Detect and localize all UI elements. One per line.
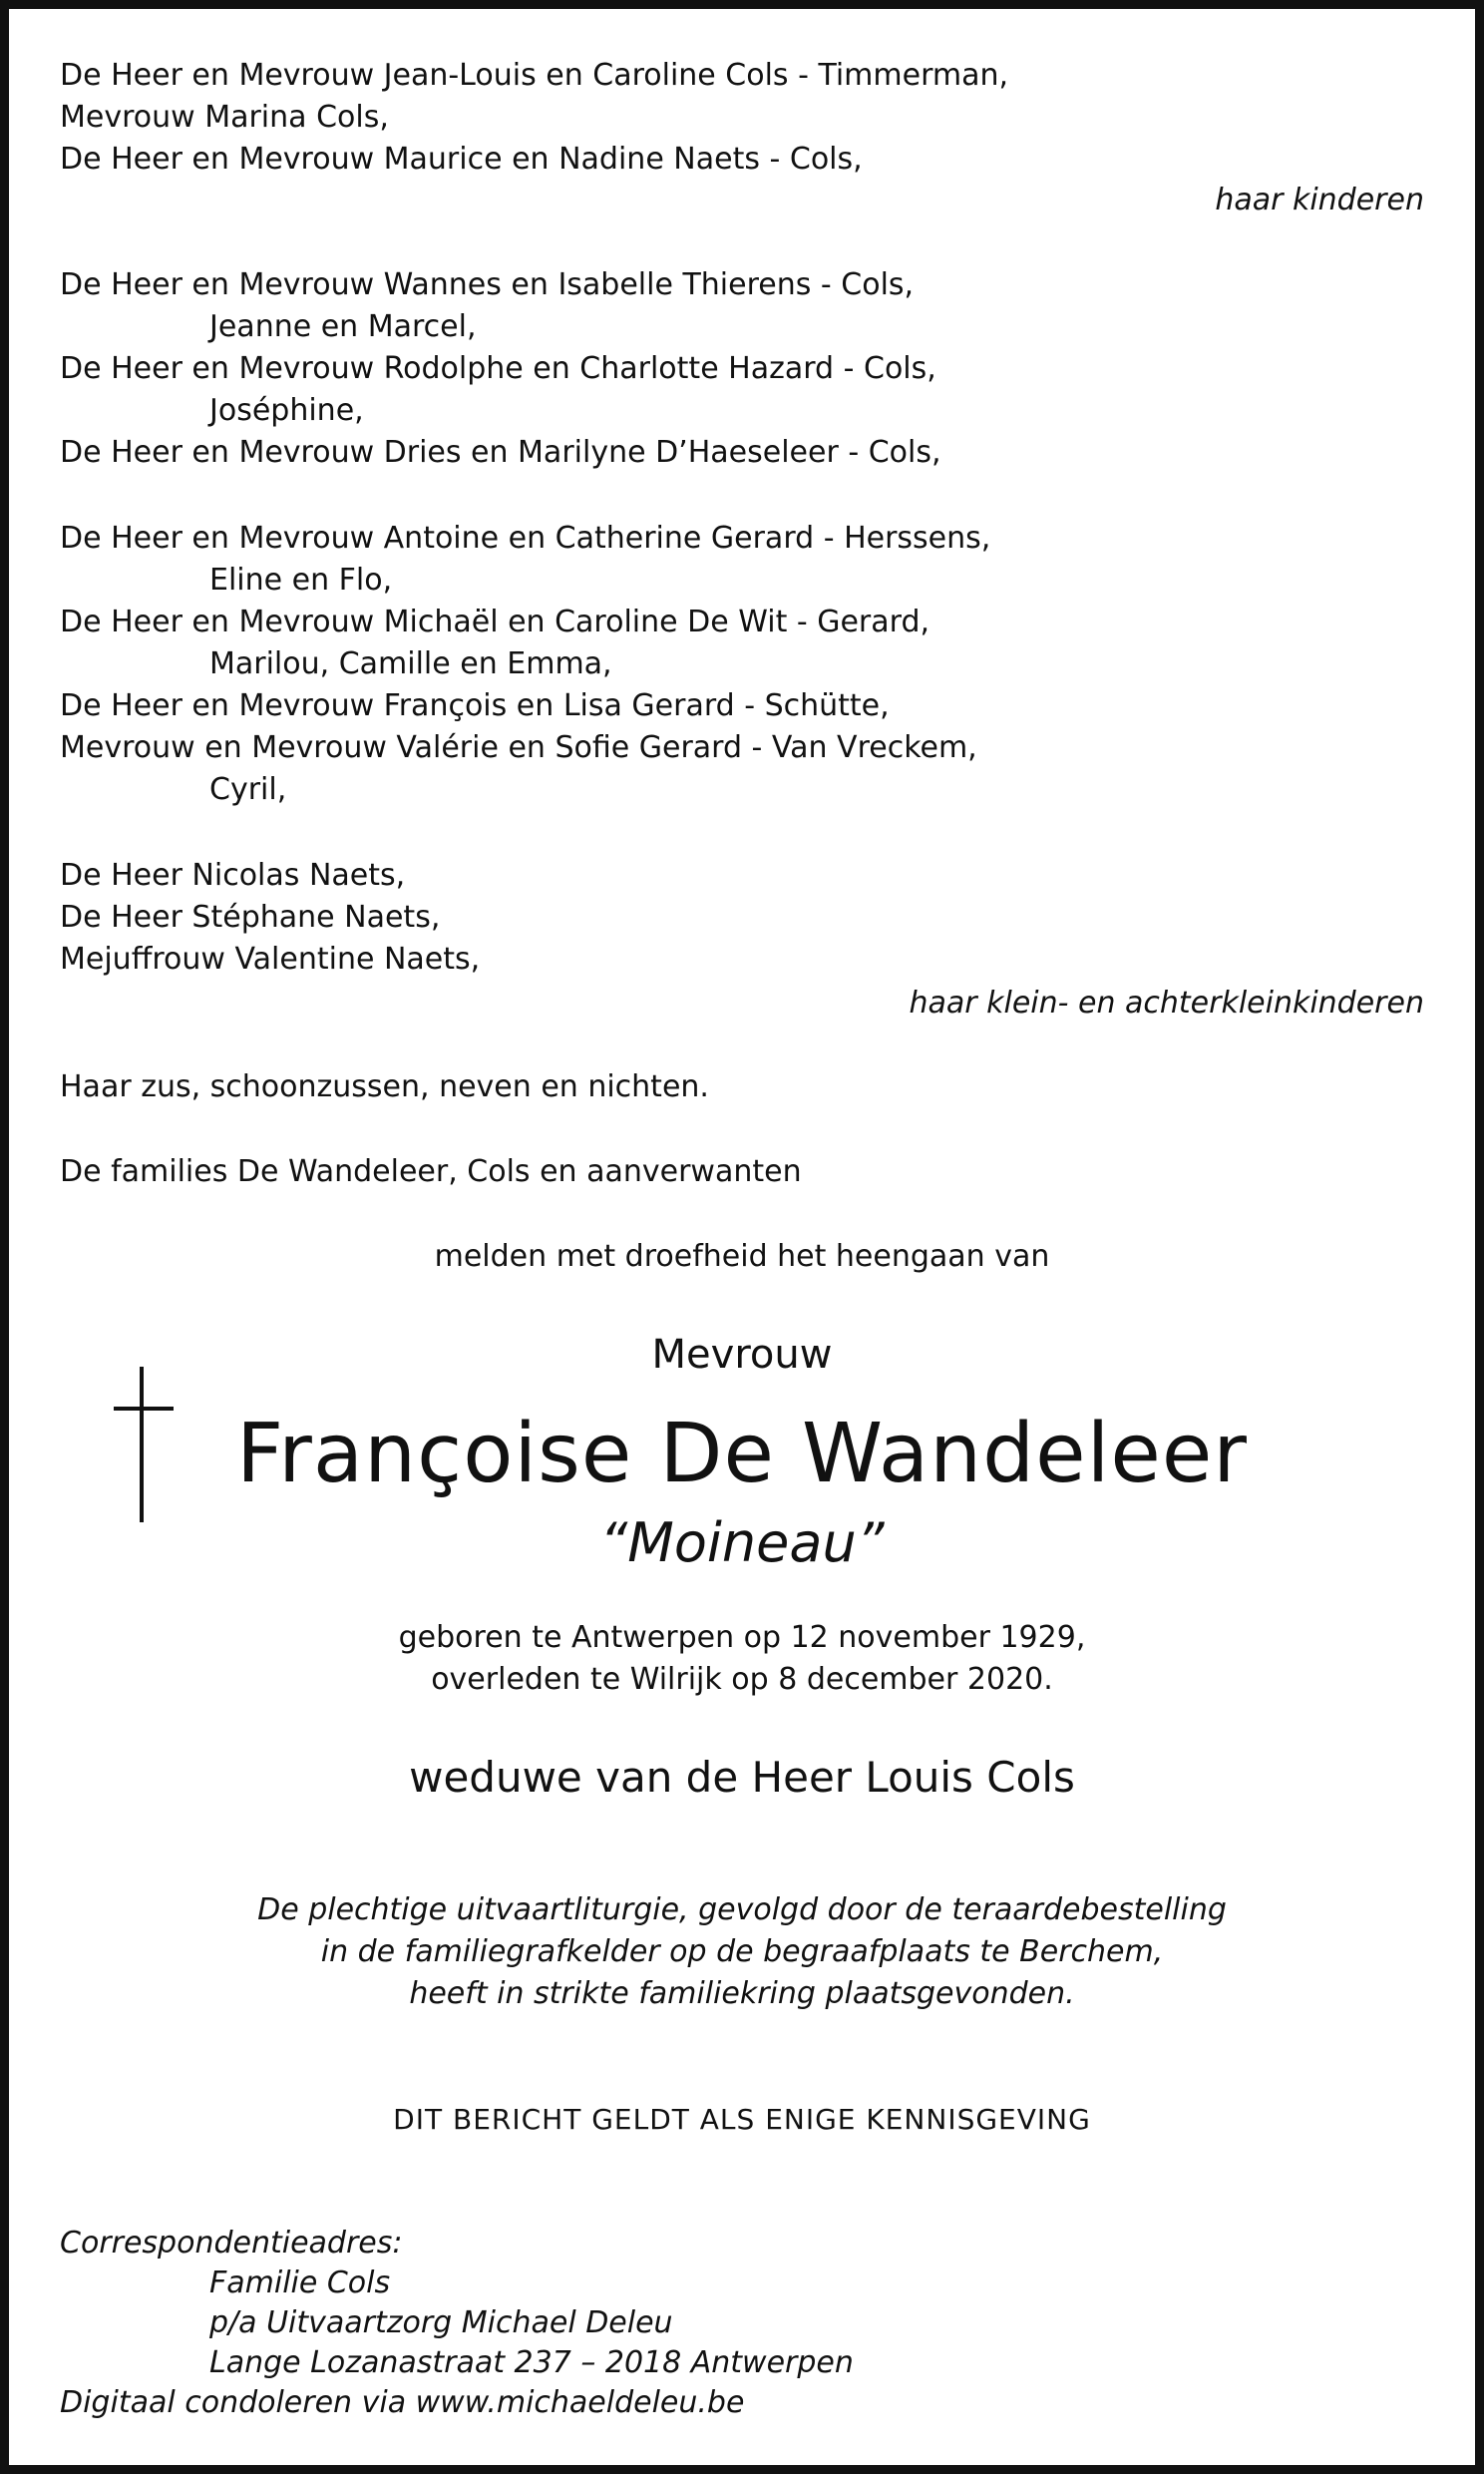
family-line: De Heer en Mevrouw Maurice en Nadine Naets - Cols, — [60, 142, 863, 177]
family-line: De Heer en Mevrouw François en Lisa Gerard - Schütte, — [60, 688, 890, 723]
funeral-line: De plechtige uitvaartliturgie, gevolgd door de teraardebestelling — [257, 1892, 1227, 1927]
family-line: Mevrouw en Mevrouw Valérie en Sofie Gerard - Van Vreckem, — [60, 730, 977, 765]
notice-line: DIT BERICHT GELDT ALS ENIGE KENNISGEVING — [393, 2103, 1091, 2136]
children-caption: haar kinderen — [1215, 183, 1424, 217]
family-line: De Heer en Mevrouw Wannes en Isabelle Thierens - Cols, — [60, 267, 915, 302]
funeral-line: heeft in strikte familiekring plaatsgevonden. — [409, 1976, 1075, 2011]
family-line: De Heer en Mevrouw Dries en Marilyne D’Haeseleer - Cols, — [60, 435, 941, 470]
family-line-indented: Cyril, — [209, 772, 287, 807]
family-line: Mejuffrouw Valentine Naets, — [60, 942, 481, 977]
announcement-line: melden met droefheid het heengaan van — [434, 1239, 1050, 1274]
deceased-name: Françoise De Wandeleer — [235, 1407, 1248, 1501]
family-line-indented: Jeanne en Marcel, — [209, 309, 477, 344]
grandchildren-caption: haar klein- en achterkleinkinderen — [909, 986, 1424, 1021]
death-line: overleden te Wilrijk op 8 december 2020. — [431, 1662, 1053, 1697]
correspondence-label: Correspondentieadres: — [60, 2226, 403, 2261]
family-line: De Heer en Mevrouw Rodolphe en Charlotte Hazard - Cols, — [60, 351, 936, 386]
correspondence-line: p/a Uitvaartzorg Michael Deleu — [209, 2305, 673, 2340]
family-line-indented: Eline en Flo, — [209, 563, 393, 598]
family-line-indented: Marilou, Camille en Emma, — [209, 646, 612, 681]
correspondence-line: Lange Lozanastraat 237 – 2018 Antwerpen — [209, 2345, 854, 2380]
family-line: De Heer en Mevrouw Michaël en Caroline De Wit - Gerard, — [60, 605, 930, 639]
relatives-line: Haar zus, schoonzussen, neven en nichten. — [60, 1069, 709, 1104]
relatives-line: De families De Wandeleer, Cols en aanverwanten — [60, 1154, 802, 1189]
family-line-indented: Joséphine, — [209, 393, 364, 428]
family-line: De Heer en Mevrouw Antoine en Catherine Gerard - Herssens, — [60, 521, 991, 556]
family-line: De Heer Nicolas Naets, — [60, 858, 406, 893]
correspondence-line: Familie Cols — [209, 2266, 391, 2300]
funeral-line: in de familiegrafkelder op de begraafplaats te Berchem, — [320, 1934, 1164, 1969]
birth-line: geboren te Antwerpen op 12 november 1929, — [398, 1620, 1086, 1655]
deceased-title: Mevrouw — [651, 1332, 833, 1378]
family-line: De Heer en Mevrouw Jean-Louis en Caroline Cols - Timmerman, — [60, 58, 1009, 93]
widow-line: weduwe van de Heer Louis Cols — [409, 1753, 1075, 1802]
online-condolence-line: Digitaal condoleren via www.michaeldeleu.be — [60, 2385, 745, 2420]
family-line: Mevrouw Marina Cols, — [60, 100, 389, 135]
deceased-nickname: “Moineau” — [599, 1511, 885, 1574]
family-line: De Heer Stéphane Naets, — [60, 900, 441, 935]
